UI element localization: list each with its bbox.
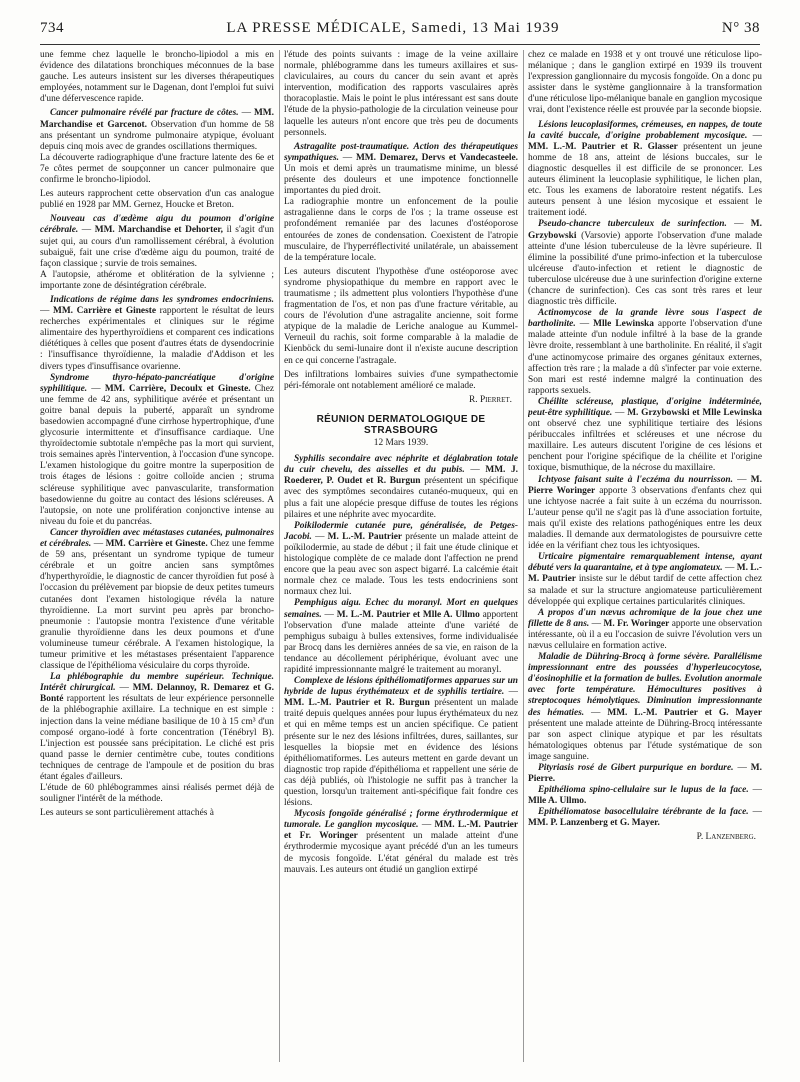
article-paragraph: Pseudo-chancre tuberculeux de surinfection. — M. Grzybowski (Varsovie) apporte l'observation d'une malade atteinte d'une lésion tuberculeuse de la lèvre supérieure. Il élimine la possibilité d'une primo-infection et la tuberculose ulcéreuse d'auto-infection et retient le diagnostic de tuberculose ulcéreuse due à une surinfection d'origine externe (chancre de surinfection). Ces cas sont très rares et leur diagnostic très difficile. — [528, 219, 762, 308]
article-authors: M. Grzybowski et Mlle Lewinska — [627, 408, 762, 418]
article-paragraph: Cancer pulmonaire révélé par fracture de côtes. — MM. Marchandise et Garcenot. Observation d'un homme de 58 ans présentant un syndrome pulmonaire atypique, évoluant depuis cinq mois avec de grandes oscillations thermiques. — [40, 108, 274, 152]
body-paragraph — [40, 50, 274, 105]
article-paragraph: Cancer thyroïdien avec métastases cutanées, pulmonaires et cérébrales. — MM. Carrière et Gineste. Chez une femme de 59 ans, présentant un syndrome typique de tumeur cérébrale et un goitre ancien sans symptômes d'hyperthyroïdie, le diagnostic de cancer thyroïdien fut posé à l'occasion du prélèvement par biopsie de deux petites tumeurs cutanées dont l'examen histologique révéla la nature thyroïdienne. La mort survint peu après par broncho-pneumonie : l'autopsie montra l'existence d'une véritable granulie thyroïdienne dans les deux poumons et d'une volumineuse tumeur cérébrale. A l'examen histologique, la tumeur primitive et les métastases présentaient l'apparence classique de l'épithélioma vésiculaire du corps thyroïde. — [40, 527, 274, 672]
paragraph-text: présentent un jeune homme de 18 ans, atteint de lésions buccales, sur le diagnostic desquelles il est difficile de se prononcer. Les auteurs éliminent la leucoplasie syphilitique, le lichen plan, etc. Tous les examens de laboratoire restent négatifs. Les auteurs pensent à une lésion mycosique et essaient le traitement iodé. — [528, 141, 762, 219]
paragraph-text: Chez une femme de 42 ans, syphilitique avérée et présentant un goitre banal depuis la puberté, apparaît un syndrome basedowien accompagné d'une cirrhose hypertrophique, d'une glycosurie intermittente et d'insuffisance cardiaque. Une thyroïdectomie subtotale n'empêche pas la mort qui survient, trois semaines après l'intervention, à l'occasion d'une syncope. L'examen histologique du goitre montre la superposition de trois étages de lésions : goitre colloïde ancien ; struma scléreuse syphilitique avec panvascularite, transformation basedowienne du goitre au contact des lésions scléreuses. A l'autopsie, on note une prolifération conjonctive intense au niveau du foie et du pancréas. — [40, 383, 274, 527]
article-authors: MM. Carrière et Gineste — [52, 306, 157, 317]
paragraph-text: présente un malade atteint de poïkilodermie, au stade de début ; il fait une étude clinique et histologique complète de ce malade dont l'affection ne prend encore que la peau avec son aspect bigarré. La calcémie était normale chez ce malade. Tous les tests endocriniens sont normaux chez lui. — [284, 531, 518, 598]
section-date: 12 Mars 1939. — [373, 438, 429, 449]
article-authors: M. L.-M. Pautrier — [528, 563, 762, 585]
article-paragraph: Indications de régime dans les syndromes endocriniens. — MM. Carrière et Gineste rapportent le résultat de leurs recherches expérimentales et cliniques sur le régime alimentaire des hyperthyroïdiens et comparent ces indications diététiques à celles que posent d'autres états de dysendocrinie : l'insuffisance thyroïdienne, la maladie d'Addison et les divers types d'insuffisance ovarienne. — [40, 294, 274, 372]
article-authors: MM. L.-M. Pautrier et G. Mayer — [607, 707, 762, 718]
article-paragraph: Urticaire pigmentaire remarquablement intense, ayant débuté vers la quarantaine, et à type angiomateux. — M. L.-M. Pautrier insiste sur le début tardif de cette affection chez sa malade et sur la structure angiomateuse particulièrement développée qui explique certaines particularités cliniques. — [528, 552, 762, 607]
paragraph-text: il s'agit d'un sujet qui, au cours d'un ramollissement cérébral, à évolution subaiguë, fait une crise d'œdème aigu du poumon, traité de façon classique ; survie de trois semaines. — [40, 225, 274, 269]
article-heading: Astragalite post-traumatique. Action des thérapeutiques sympathiques. — [284, 141, 518, 163]
body-paragraph — [40, 783, 274, 805]
paragraph-text: apporte une observation intéressante, où il a eu l'occasion de suivre l'évolution vers un nævus cellulaire en formation active. — [528, 618, 762, 651]
article-heading: Urticaire pigmentaire remarquablement intense, ayant débuté vers la quarantaine, et à type angiomateux. — [528, 552, 762, 574]
article-paragraph: Actinomycose de la grande lèvre sous l'aspect de bartholinite. — Mlle Lewinska apporte l'observation d'une malade atteinte d'un nodule infiltré à la base de la grande lèvre droite, ressemblant à une bartholinite. En réalité, il s'agit d'une actinomycose primaire des organes génitaux externes, affection très rare ; la malade a dû s'infecter par voie externe. Son mari est resté indemne malgré la continuation des rapports sexuels. — [528, 308, 762, 396]
body-paragraph — [284, 267, 518, 367]
text-column-3 — [528, 50, 762, 1070]
article-authors: MM. L.-M. Pautrier et R. Burgun — [284, 698, 430, 709]
body-paragraph — [528, 50, 762, 117]
paragraph-text: présentent un spécifique avec des symptômes secondaires cutanéo-muqueux, qui en plus a fait une alopécie presque diffuse de toutes les régions pilaires et une néphrite avec myocardite. — [284, 476, 518, 520]
article-paragraph: A propos d'un nævus achromique de la joue chez une fillette de 8 ans. — M. Fr. Woringer apporte une observation intéressante, où il a eu l'occasion de suivre l'évolution vers un nævus cellulaire en formation active. — [528, 607, 762, 651]
article-heading: Pseudo-chancre tuberculeux de surinfection. — [538, 219, 727, 230]
paragraph-text: chez ce malade en 1938 et y ont trouvé une réticulose lipo-mélanique ; dans le ganglion extirpé en 1939 ils trouvent l'expression ganglionnaire du mycosis fongoïde. On a donc pu assister dans le système ganglionnaire à la transformation d'une réticulose lipo-mélanique banale en ganglion mycosique vrai, dont l'existence réelle est prouvée par la seconde biopsie. — [528, 50, 762, 116]
paragraph-text: apporte l'observation d'une malade atteinte d'un nodule infiltré à la base de la grande lèvre droite, ressemblant à une bartholinite. En réalité, il s'agit d'une actinomycose primaire des organes génitaux externes, affection très rare ; la malade a dû s'infecter par voie externe. Son mari est resté indemne malgré la continuation des rapports sexuels. — [528, 319, 762, 396]
article-authors: Mlle A. Ullmo. — [528, 796, 587, 807]
article-heading: Syphilis secondaire avec néphrite et déglabration totale du cuir chevelu, des aisselles et du pubis. — [284, 454, 518, 476]
article-authors: MM. P. Lanzenberg et G. Mayer. — [528, 818, 660, 829]
body-paragraph — [284, 370, 518, 392]
article-paragraph: Astragalite post-traumatique. Action des thérapeutiques sympathiques. — MM. Demarez, Dervs et Vandecasteele. Un mois et demi après un traumatisme minime, un blessé présente des douleurs et une impotence fonctionnelle importantes du pied droit. — [284, 141, 518, 197]
paragraph-text: L'étude de 60 phlébogrammes ainsi réalisés permet déjà de souligner l'intérêt de la méthode. — [40, 783, 274, 805]
article-paragraph: Mycosis fongoïde généralisé ; forme érythrodermique et tumorale. Le ganglion mycosique. — MM. L.-M. Pautrier et Fr. Woringer présentent un malade atteint d'une érythrodermie mycosique ayant précédé d'un an les tumeurs de mycosis fongoïde. L'état général du malade est très mauvais. Les auteurs ont étudié un ganglion extirpé — [284, 809, 518, 875]
article-paragraph: La phlébographie du membre supérieur. Technique. Intérêt chirurgical. — MM. Delannoy, R. Demarez et G. Bonté rapportent les résultats de leur expérience personnelle de la phlébographie axillaire. La technique en est simple : injection dans la veine médiane basilique de 10 à 15 cm³ d'un composé organo-iodé à forte concentration (Ténébryl B). L'injection est poussée sans précipitation. Le cliché est pris quand passe le dernier centimètre cube, toutes conditions techniques de centrage de l'ampoule et de position du bras étant égales d'ailleurs. — [40, 672, 274, 782]
column-divider — [279, 50, 280, 1062]
paragraph-text: Les auteurs se sont particulièrement attachés à — [40, 808, 214, 819]
article-paragraph: Maladie de Dühring-Brocq à forme sévère. Parallélisme impressionnant entre des poussées d'hyperleucocytose, d'éosinophilie et la formation de bulles. Evolution anormale avec forte température. Hémocultures positives à streptocoques hémolytiques. Diminution impressionnante des hématies. — MM. L.-M. Pautrier et G. Mayer présentent une malade atteinte de Dühring-Brocq intéressante par son aspect clinique atypique et par les résultats hématologiques obtenus par l'étude systématique de son image sanguine. — [528, 652, 762, 762]
article-heading: Ichtyose faisant suite à l'eczéma du nourrisson. — [538, 474, 733, 485]
body-paragraph — [40, 153, 274, 186]
paragraph-text: Les auteurs rapprochent cette observation d'un cas analogue publié en 1928 par MM. Gernez, Houcke et Breton. — [40, 189, 274, 211]
article-paragraph: Syndrome thyro-hépato-pancréatique d'origine syphilitique. — MM. Carrière, Decoulx et Gineste. Chez une femme de 42 ans, syphilitique avérée et présentant un goitre banal depuis la puberté, apparaît un syndrome basedowien accompagné d'une cirrhose hypertrophique, d'une glycosurie intermittente et d'insuffisance cardiaque. Une thyroïdectomie subtotale n'empêche pas la mort qui survient, trois semaines après l'intervention, à l'occasion d'une syncope. L'examen histologique du goitre montre la superposition de trois étages de lésions : goitre colloïde ancien ; struma scléreuse syphilitique avec panvascularite, transformation basedowienne du goitre au contact des lésions scléreuses. A l'autopsie, on note une prolifération conjonctive intense au niveau du foie et du pancréas. — [40, 372, 274, 527]
article-paragraph: Pityriasis rosé de Gibert purpurique en bordure. — M. Pierre. — [528, 763, 762, 785]
body-paragraph — [40, 189, 274, 211]
article-authors: MM. Delannoy, R. Demarez et G. Bonté — [40, 683, 274, 705]
signature: R. Pierret. — [469, 394, 512, 405]
paragraph-text: A l'autopsie, athérome et oblitération de la sylvienne ; importante zone de désintégration cérébrale. — [40, 269, 274, 291]
article-heading: Poikilodermie cutanée pure, généralisée, de Petges-Jacobi. — [284, 520, 518, 542]
column-divider — [523, 50, 524, 1062]
article-heading: Syndrome thyro-hépato-pancréatique d'origine syphilitique. — [40, 372, 274, 394]
paragraph-text: apporte 3 observations d'enfants chez qui une ichtyose nacrée a fait suite à un eczéma du nourrisson. L'auteur pense qu'il ne s'agit pas là d'une association fortuite, mais qu'il existe des relations pathogéniques entre les deux maladies. Il demande aux dermatologistes de poursuivre cette idée en la vérifiant chez tous les ichtyosiques. — [528, 485, 762, 552]
paragraph-text: présentent une malade atteinte de Dühring-Brocq intéressante par son aspect clinique atypique et par les résultats hématologiques obtenus par l'étude systématique de son image sanguine. — [528, 718, 762, 762]
paragraph-text: Les auteurs discutent l'hypothèse d'une ostéoporose avec syndrome physiopathique du membre en rapport avec le traumatisme ; ils admettent plus volontiers l'hypothèse d'une fragmentation de l'os, et non pas d'une fracture véritable, au cours de l'évolution d'une astragalite ancienne, soit forme atypique de la maladie de Leriche analogue au Kummel-Verneuil du rachis, soit forme comparable à la maladie de Kienböck du semi-lunaire dont il n'existe aucune description en ce qui concerne l'astragale. — [284, 266, 518, 366]
article-authors: MM. L.-M. Pautrier et Fr. Woringer — [284, 820, 518, 842]
article-paragraph: Nouveau cas d'œdème aigu du poumon d'origine cérébrale. — MM. Marchandise et Dehorter, il s'agit d'un sujet qui, au cours d'un ramollissement cérébral, à évolution subaiguë, fait une crise d'œdème aigu du poumon, traité de façon classique ; survie de trois semaines. — [40, 214, 274, 269]
article-heading: Epithéliomatose basocellulaire térébrante de la face. — [538, 807, 749, 818]
article-heading: Complexe de lésions épithéliomatiformes apparues sur un hybride de lupus érythémateux et de syphilis tertiaire. — [284, 676, 518, 698]
body-paragraph — [284, 50, 518, 139]
article-heading: Nouveau cas d'œdème aigu du poumon d'origine cérébrale. — [40, 214, 274, 236]
paragraph-text: Un mois et demi après un traumatisme minime, un blessé présente des douleurs et une impotence fonctionnelle importantes du pied droit. — [284, 163, 518, 197]
article-heading: Indications de régime dans les syndromes endocriniens. — [50, 294, 274, 305]
page-number: 734 — [40, 20, 64, 36]
article-heading: Actinomycose de la grande lèvre sous l'aspect de bartholinite. — [528, 308, 762, 330]
section-heading: RÉUNION DERMATOLOGIQUE DE STRASBOURG — [316, 413, 486, 436]
article-heading: Pityriasis rosé de Gibert purpurique en bordure. — [538, 763, 734, 773]
article-authors: MM. Marchandise et Garcenot. — [40, 108, 274, 130]
body-paragraph — [284, 197, 518, 264]
paragraph-text: l'étude des points suivants : image de la veine axillaire normale, phlébogramme dans les tumeurs axillaires et sus-claviculaires, au cours du cancer du sein avant et après intervention, modification des rapports vasculaires après thoracoplastie. Mais le point le plus intéressant est sans doute l'étude de la physio-pathologie de la circulation veineuse pour laquelle les auteurs n'ont encore que très peu de documents personnels. — [284, 50, 518, 138]
paragraph-text: Chez une femme de 59 ans, présentant un syndrome typique de tumeur cérébrale et un goitre ancien sans symptômes d'hyperthyroïdie, le diagnostic de cancer thyroïdien fut posé à l'occasion du prélèvement par biopsie de deux petites tumeurs cutanées dont l'examen histologique révéla la nature thyroïdienne. La mort survint peu après par broncho-pneumonie : l'autopsie montra l'existence d'une véritable granulie thyroïdienne dans les deux poumons et d'une volumineuse tumeur cérébrale. A l'examen histologique, la tumeur primitive et les métastases présentaient l'apparence classique de l'épithélioma vésiculaire du corps thyroïde. — [40, 539, 274, 672]
article-authors: M. Grzybowski — [528, 219, 762, 241]
article-heading: Chéilite scléreuse, plastique, d'origine indéterminée, peut-être syphilitique. — [528, 396, 762, 418]
paragraph-text: une femme chez laquelle le broncho-lipiodol a mis en évidence des dilatations bronchiques méconnues de la base gauche. Les auteurs insistent sur les diverses thérapeutiques employées, notamment sur le Dagenan, dont l'emploi fut suivi d'une défervescence rapide. — [40, 50, 274, 105]
article-paragraph: Lésions leucoplasiformes, crémeuses, en nappes, de toute la cavité buccale, d'origine probablement mycosique. — MM. L.-M. Pautrier et R. Glasser présentent un jeune homme de 18 ans, atteint de lésions buccales, sur le diagnostic desquelles il est difficile de se prononcer. Les auteurs éliminent la leucoplasie syphilitique, le lichen plan, etc. Tous les examens de laboratoire restent négatifs. Les auteurs pensent à une lésion mycosique et essaient le traitement iodé. — [528, 119, 762, 219]
paragraph-text: Des infiltrations lombaires suivies d'une sympathectomie péri-fémorale ont notablement amélioré ce malade. — [284, 369, 518, 391]
paragraph-text: présentent un malade traité depuis quelques années pour lupus érythémateux du nez et qui en même temps est un ancien spécifique. Ce patient présente sur le nez des lésions infiltrées, dures, saillantes, sur lesquelles la biopsie met en évidence des lésions épithéliomatiformes. Les auteurs mettent en garde devant un diagnostic trop rapide d'épithélioma et rappellent une série de cas déjà publiés, où l'histologie ne suffit pas à trancher la question, lorsqu'un traitement anti-spécifique fait fondre ces lésions. — [284, 698, 518, 809]
article-paragraph: Epithélioma spino-cellulaire sur le lupus de la face. — Mlle A. Ullmo. — [528, 785, 762, 807]
page-header — [40, 20, 760, 42]
article-authors: MM. Marchandise et Dehorter, — [94, 225, 224, 236]
article-paragraph: Syphilis secondaire avec néphrite et déglabration totale du cuir chevelu, des aisselles et du pubis. — MM. J. Roederer, P. Oudet et R. Burgun présentent un spécifique avec des symptômes secondaires cutanéo-muqueux, qui en plus a fait une alopécie presque diffuse de toutes les régions pilaires et une néphrite avec myocardite. — [284, 454, 518, 520]
signature: P. Lanzenberg. — [696, 831, 756, 842]
article-heading: La phlébographie du membre supérieur. Technique. Intérêt chirurgical. — [40, 672, 274, 694]
article-heading: Maladie de Dühring-Brocq à forme sévère. Parallélisme impressionnant entre des poussées d'hyperleucocytose, d'éosinophilie et la formation de bulles. Evolution anormale avec forte température. Hémocultures positives à streptocoques hémolytiques. Diminution impressionnante des hématies. — [528, 652, 762, 718]
article-paragraph: Chéilite scléreuse, plastique, d'origine indéterminée, peut-être syphilitique. — M. Grzybowski et Mlle Lewinska ont observé chez une syphilitique tertiaire des lésions péribuccales infiltrées et scléreuses et une nécrose du maxillaire. Les auteurs discutent l'origine de ces lésions et penchent pour l'origine spécifique de la chéilite et l'origine toxique, bismuthique, de la nécrose du maxillaire. — [528, 396, 762, 474]
article-authors: M. Fr. Woringer — [603, 618, 670, 629]
article-paragraph: Epithéliomatose basocellulaire térébrante de la face. — MM. P. Lanzenberg et G. Mayer. — [528, 807, 762, 829]
paragraph-text: La radiographie montre un enfoncement de la poulie astragalienne dans le corps de l'os ; la trame osseuse est profondément remaniée par des lacunes d'ostéoporose entourées de zones de condensation. Coexistent de l'atropie musculaire, de l'hyperréflectivité unilatérale, un abaissement de la température locale. — [284, 197, 518, 263]
article-authors: MM. Demarez, Dervs et Vandecasteele. — [355, 152, 518, 163]
text-column-2 — [284, 50, 518, 1070]
article-authors: MM. Carrière et Gineste. — [105, 539, 208, 550]
body-paragraph — [40, 270, 274, 292]
article-authors: MM. Carrière, Decoulx et Gineste. — [104, 383, 251, 394]
article-paragraph: Poikilodermie cutanée pure, généralisée, de Petges-Jacobi. — M. L.-M. Pautrier présente un malade atteint de poïkilodermie, au stade de début ; il fait une étude clinique et histologique complète de ce malade dont l'affection ne prend encore que la peau avec son aspect bigarré. La calcémie était normale chez ce malade. Tous les tests endocriniens sont normaux chez lui. — [284, 520, 518, 598]
article-heading: Epithélioma spino-cellulaire sur le lupus de la face. — [538, 785, 749, 796]
issue-number: N° 38 — [721, 20, 760, 36]
paragraph-text: rapportent les résultats de leur expérience personnelle de la phlébographie axillaire. La technique en est simple : injection dans la veine médiane basilique de 10 à 15 cm³ d'un composé organo-iodé à forte concentration (Ténébryl B). L'injection est poussée sans précipitation. Le cliché est pris quand passe le dernier centimètre cube, toutes conditions techniques de centrage de l'ampoule et de position du bras étant égales d'ailleurs. — [40, 694, 274, 782]
paragraph-text: insiste sur le début tardif de cette affection chez sa malade et sur la structure angiomateuse particulièrement développée qui explique certaines particularités cliniques. — [528, 574, 762, 607]
article-authors: M. L.-M. Pautrier — [327, 531, 403, 542]
body-paragraph — [40, 808, 274, 819]
article-paragraph: Pemphigus aigu. Echec du moranyl. Mort en quelques semaines. — M. L.-M. Pautrier et Mlle A. Ullmo apportent l'observation d'une malade atteinte d'une variété de pemphigus subaigu à bulles extensives, forme individualisée par Brocq dans les dernières années de sa vie, en raison de la tendance au décollement périphérique, évoluant avec une rapidité impressionnante malgré le traitement au moranyl. — [284, 598, 518, 675]
article-authors: M. L.-M. Pautrier et Mlle A. Ullmo — [336, 609, 480, 620]
article-authors: M. Pierre Woringer — [528, 474, 762, 496]
article-heading: Lésions leucoplasiformes, crémeuses, en nappes, de toute la cavité buccale, d'origine probablement mycosique. — [528, 119, 762, 141]
header-rule — [40, 44, 760, 45]
paragraph-text: apportent l'observation d'une malade atteinte d'une variété de pemphigus subaigu à bulles extensives, forme individualisée par Brocq dans les dernières années de sa vie, en raison de la tendance au décollement périphérique, évoluant avec une rapidité impressionnante malgré le traitement au moranyl. — [284, 609, 518, 675]
paragraph-text: La découverte radiographique d'une fracture latente des 6e et 7e côtes permet de soupçonner un cancer pulmonaire que confirme le broncho-lipiodol. — [40, 152, 274, 186]
article-authors: Mlle Lewinska — [593, 319, 654, 330]
paragraph-text: (Varsovie) apporte l'observation d'une malade atteinte d'une lésion tuberculeuse de la lèvre supérieure. Il élimine la possibilité d'une primo-infection et la tuberculose ulcéreuse d'auto-infection et retient le diagnostic de tuberculose ulcéreuse due à une surinfection d'origine externe (chancre de surinfection). Ces cas sont très rares et leur diagnostic très difficile. — [528, 230, 762, 308]
article-authors: MM. J. Roederer, P. Oudet et R. Burgun — [284, 465, 518, 487]
article-heading: Mycosis fongoïde généralisé ; forme érythrodermique et tumorale. Le ganglion mycosique. — [284, 809, 518, 831]
paragraph-text: rapportent le résultat de leurs recherches expérimentales et cliniques sur le régime alimentaire des hyperthyroïdiens et comparent ces indications diététiques à celles que posent d'autres états de dysendocrinie : l'insuffisance thyroïdienne, la maladie d'Addison et les divers types d'insuffisance ovarienne. — [40, 306, 274, 372]
article-paragraph: Ichtyose faisant suite à l'eczéma du nourrisson. — M. Pierre Woringer apporte 3 observations d'enfants chez qui une ichtyose nacrée a fait suite à un eczéma du nourrisson. L'auteur pense qu'il ne s'agit pas là d'une association fortuite, mais qu'il existe des relations pathogéniques entre les deux maladies. Il demande aux dermatologistes de poursuivre cette idée en la vérifiant chez tous les ichtyosiques. — [528, 474, 762, 552]
article-heading: A propos d'un nævus achromique de la joue chez une fillette de 8 ans. — [528, 607, 762, 629]
paragraph-text: présentent un malade atteint d'une érythrodermie mycosique ayant précédé d'un an les tumeurs de mycosis fongoïde. L'état général du malade est très mauvais. Les auteurs ont étudié un ganglion extirpé — [284, 831, 518, 875]
article-authors: MM. L.-M. Pautrier et R. Glasser — [528, 141, 678, 152]
article-heading: Pemphigus aigu. Echec du moranyl. Mort en quelques semaines. — [284, 598, 518, 620]
text-column-1 — [40, 50, 274, 1070]
paragraph-text: Observation d'un homme de 58 ans présentant un syndrome pulmonaire atypique, évoluant depuis cinq mois avec de grandes oscillations thermiques. — [40, 119, 274, 152]
article-paragraph: Complexe de lésions épithéliomatiformes apparues sur un hybride de lupus érythémateux et de syphilis tertiaire. — MM. L.-M. Pautrier et R. Burgun présentent un malade traité depuis quelques années pour lupus érythémateux du nez et qui en même temps est un ancien spécifique. Ce patient présente sur le nez des lésions infiltrées, dures, saillantes, sur lesquelles la biopsie met en évidence des lésions épithéliomatiformes. Les auteurs mettent en garde devant un diagnostic trop rapide d'épithélioma et rappellent une série de cas déjà publiés, où l'histologie ne suffit pas à trancher la question, lorsqu'un traitement anti-spécifique fait fondre ces lésions. — [284, 676, 518, 809]
article-authors: M. Pierre. — [528, 763, 762, 785]
paragraph-text: ont observé chez une syphilitique tertiaire des lésions péribuccales infiltrées et scléreuses et une nécrose du maxillaire. Les auteurs discutent l'origine de ces lésions et penchent pour l'origine spécifique de la chéilite et l'origine toxique, bismuthique, de la nécrose du maxillaire. — [528, 419, 762, 474]
article-heading: Cancer pulmonaire révélé par fracture de côtes. — [50, 108, 239, 119]
journal-title: LA PRESSE MÉDICALE, Samedi, 13 Mai 1939 — [226, 20, 560, 36]
article-heading: Cancer thyroïdien avec métastases cutanées, pulmonaires et cérébrales. — [40, 527, 274, 550]
